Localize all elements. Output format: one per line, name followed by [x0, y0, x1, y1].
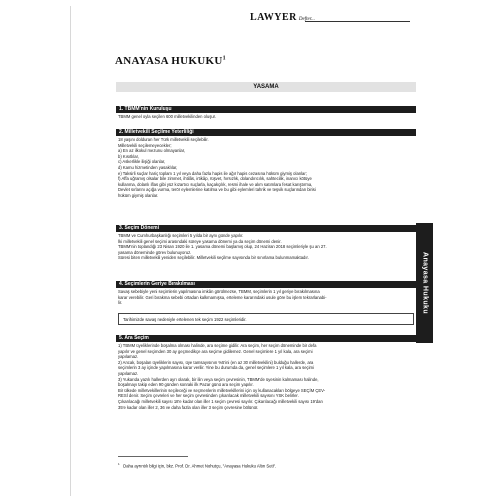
- section-1-body: [118, 114, 416, 120]
- list-item: yapılır ve genel seçimden 30 ay geçmedikçe ara seçime gidilemez. Genel seçimlere 1 yıl kala, ara seçimi: [118, 348, 313, 354]
- list-item: f) Affa uğramış olsalar bile zimmet, ihtilâs, irtikâp, rüşvet, hırsızlık, dolandırıcılık, sahtecilik, inanıcı kötüye: [118, 176, 312, 182]
- section-heading-5: 5. Ara Seçim: [116, 335, 416, 342]
- list-item: seçimlerin 3 ay içinde yapılmasına karar verilir. Yine bu durumda da, genel seçimlere 1 yıl kala, ara seçimi: [118, 365, 314, 371]
- text-line: Milletvekili seçilemeyecekler;: [118, 142, 172, 148]
- list-item: b) Kısıtlılar,: [118, 153, 139, 159]
- text-line: 18 yaşını dolduran her Türk milletvekili seçilebilir.: [118, 137, 209, 142]
- footnote-text: Daha ayrıntılı bilgi için, bkz. Prof. Dr. Ahmet Nohutçu, "Anayasa Hukuku Altın Seti".: [123, 463, 277, 469]
- list-item: 3) Yukarıda yazılı hallerden ayrı olarak, bir ilin veya seçim çevresinin, TBMM'de üyesinin kalmaması halinde,: [118, 376, 319, 382]
- text-line: 35'e kadar olan iller 2, 36 ve daha fazla olan iller 3 seçim çevresine bölünür.: [118, 404, 259, 410]
- list-item: d) Kamu hizmetinden yasaklılar,: [118, 164, 178, 170]
- side-tab: [416, 223, 433, 343]
- text-line: TBMM'nin toplandığı 23 Nisan 1920 ile 1. yasama dönemi başlamış olup, 24 Haziran 2018 seçimleriyle şu an 27.: [118, 244, 327, 250]
- list-item: a) En az ilkokul mezunu olmayanlar,: [118, 148, 186, 154]
- list-item: yapılamaz.: [118, 370, 139, 376]
- text-line: Süresi biten milletvekili yeniden seçilebilir. Milletvekili seçilme sayısında bir sınırlama bulunmamaktadır.: [118, 255, 309, 261]
- text-line: karar verebilir. Geri bırakma sebebi ortadan kalkmamışsa, erteleme kararındaki usule göre bu işlem tekrarlanabi-: [118, 294, 327, 300]
- brand-underline: [305, 21, 410, 22]
- page-title: ANAYASA HUKUKU$^1$: [115, 55, 226, 67]
- text-line: Bir ülkede milletvekillerinin seçileceği ve seçmenlerin milletvekillerini için oy kullanacakları bölgeye SEÇİM ÇEV-: [118, 387, 326, 393]
- brand-name: LAWYER: [250, 12, 297, 23]
- section-3-body: [118, 233, 416, 261]
- section-bar-yasama: YASAMA: [116, 82, 416, 92]
- text-line: TBMM ve Cumhurbaşkanlığı seçimleri 5 yılda bir aynı günde yapılır.: [118, 233, 244, 238]
- section-2-body: [118, 137, 416, 199]
- section-heading-3: 3. Seçim Dönemi: [116, 225, 416, 232]
- list-item: Devlet sırlarını açığa vurma, terör eylemlerine katılma ve bu gibi eylemleri tahrik ve teşvik suçlarından birisi: [118, 187, 316, 193]
- brand-sub: Defter...: [298, 17, 315, 22]
- list-item: hüküm giymiş olanlar.: [118, 192, 159, 198]
- section-5-body: [118, 343, 416, 410]
- list-item: e) Taksirli suçlar hariç toplam 1 yıl veya daha fazla hapis ile ağır hapis cezasına hüküm giymiş olanlar;: [118, 170, 307, 176]
- text-line: RESİ denir. Seçim çevreleri ve her seçim çevresinden çıkarılacak milletvekili sayısını YSK belirler.: [118, 393, 299, 399]
- section-heading-2: 2. Milletvekili Seçilme Yeterliliği: [116, 129, 416, 136]
- section-4-body: [118, 289, 416, 306]
- brand-logo: [250, 12, 410, 23]
- list-item: kullanma, dolanlı iflas gibi yüz kızartıcı suçlarla, kaçakçılık, resmi ihale ve alım satımlara fesat karıştırma,: [118, 181, 313, 187]
- footnote: [118, 462, 408, 468]
- title-footnote-mark: 1: [222, 55, 226, 62]
- text-line: yasama döneminde görev bulunuyoruz.: [118, 249, 192, 255]
- list-item: 2) Ancak, boşalan üyeliklerin sayısı, üye tamsayısının %5'ini (en az 30 milletvekilini) bulduğu hallerde, ara: [118, 359, 314, 365]
- text-line: Savaş sebebiyle yeni seçimlerin yapılmasına imkân görülmezse, TBMM, seçimlerin 1 yıl geriye bırakılmasına: [118, 289, 320, 294]
- list-item: boşalmayı takip eden 90 günden sonraki ilk Pazar günü ara seçim yapılır.: [118, 382, 254, 388]
- section-heading-1: 1. TBMM'nin Kuruluşu: [116, 106, 416, 113]
- note-box: Tarihimizde savaş nedeniyle ertelenen tek seçim 1922 seçimleridir.: [118, 313, 414, 325]
- section-heading-4: 4. Seçimlerin Geriye Bırakılması: [116, 281, 416, 288]
- side-tab-label: Anayasa Hukuku: [421, 251, 428, 315]
- text-line: Çıkarılacağı milletvekili sayısı 18'e kadar olan iller 1 seçim çevresi sayılır. Çıkarılacağı milletvekili sayısı 19'dan: [118, 398, 323, 404]
- list-item: c) Askerlikle ilişiği olanlar,: [118, 159, 166, 165]
- text-line: İki milletvekili genel seçimi arasındaki süreye yasama dönemi ya da seçim dönemi denir.: [118, 238, 282, 244]
- text-line: lir.: [118, 300, 123, 306]
- list-item: yapılamaz.: [118, 354, 139, 360]
- list-item: 1) TBMM üyeliklerinde boşalma olması halinde, ara seçime gidilir. Ara seçim, her seçim döneminde bir defa: [118, 343, 317, 348]
- footnote-mark: 1: [118, 462, 120, 466]
- footnote-divider: [118, 456, 188, 457]
- text-line: TBMM genel oyla seçilen 600 milletvekilinden oluşur.: [118, 114, 216, 119]
